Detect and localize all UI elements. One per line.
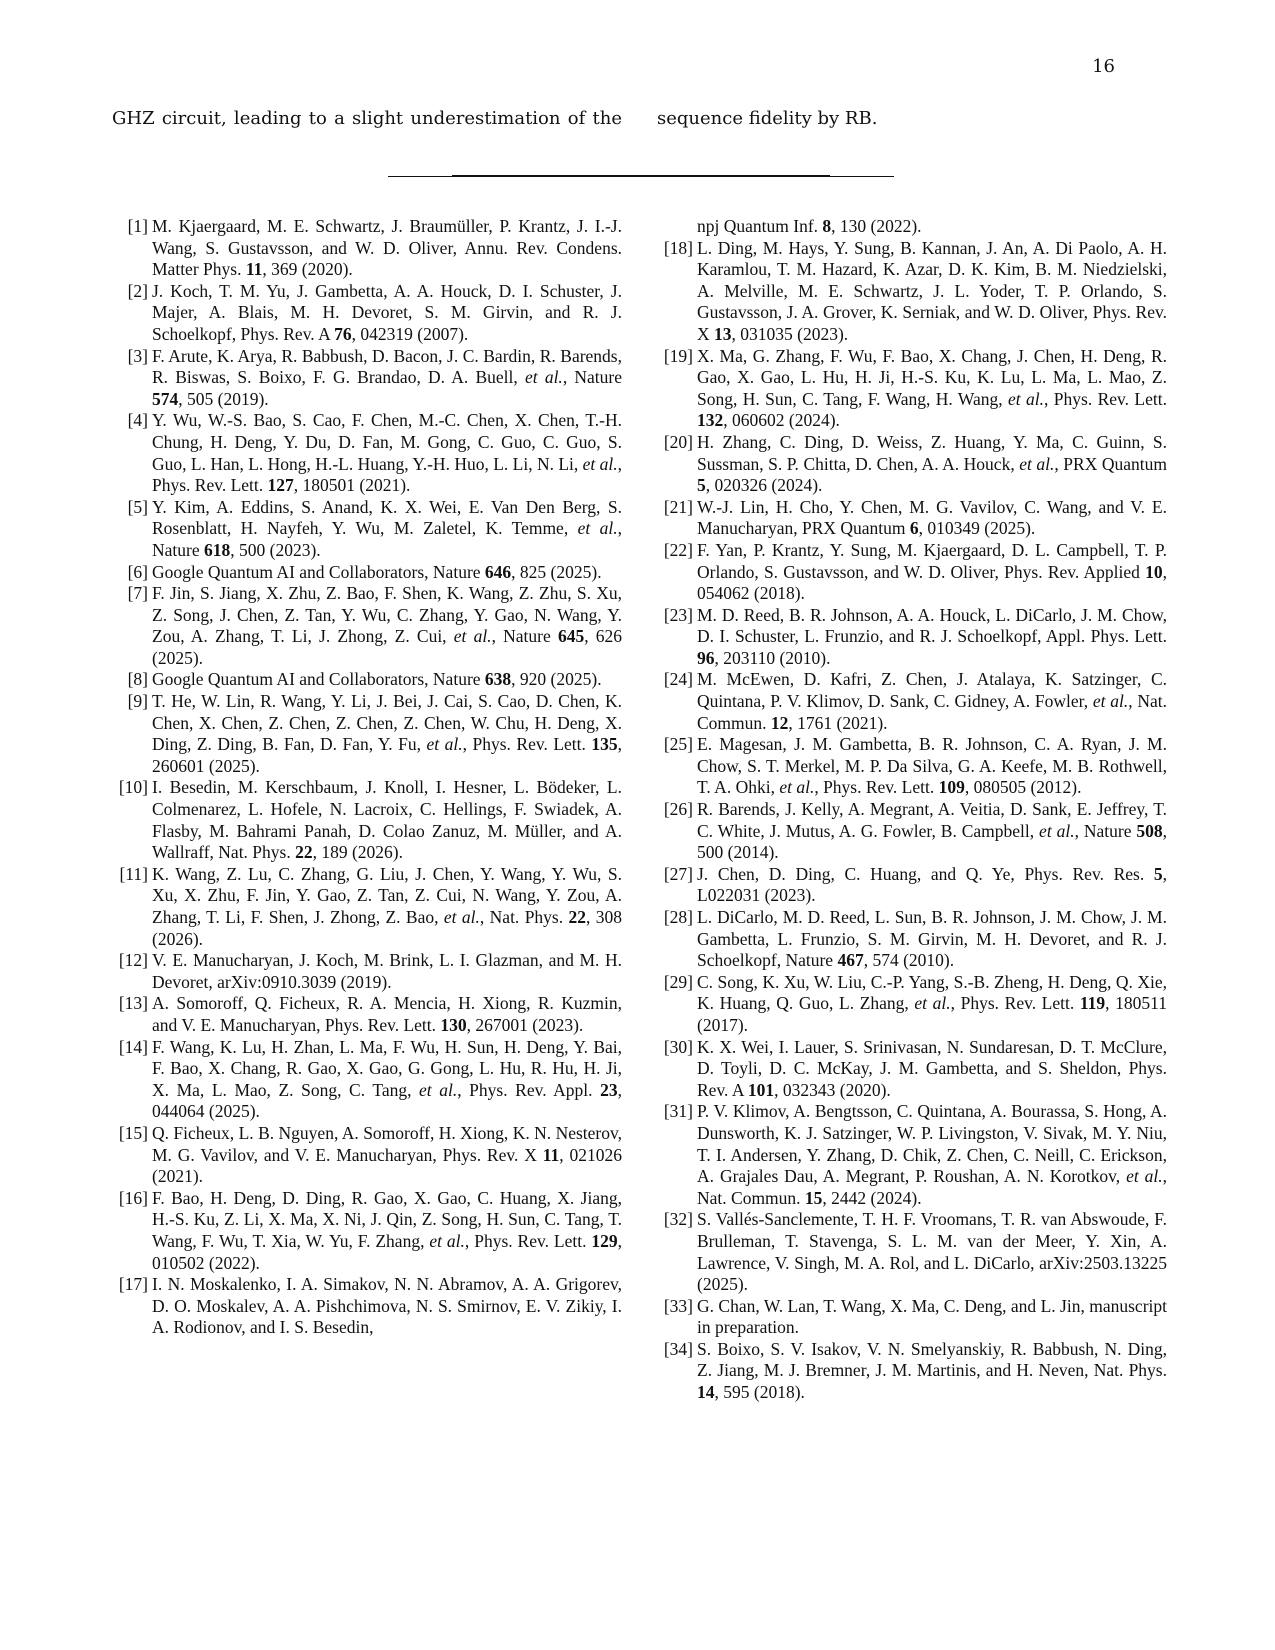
intro-left-line: GHZ circuit, leading to a slight underestimation of the bbox=[112, 108, 622, 129]
reference-text: M. McEwen, D. Kafri, Z. Chen, J. Atalaya, K. Satzinger, C. Quintana, P. V. Klimov, D. Sank, C. Gidney, A. Fowler, et al., Nat. Commun. 12, 1761 (2021). bbox=[697, 669, 1167, 733]
reference-number: [13] bbox=[118, 993, 148, 1014]
reference-number: [12] bbox=[118, 950, 148, 971]
page-number: 16 bbox=[1092, 56, 1115, 77]
reference-text: F. Arute, K. Arya, R. Babbush, D. Bacon, J. C. Bardin, R. Barends, R. Biswas, S. Boixo, F. G. Brandao, D. A. Buell, et al., Nature 574, 505 (2019). bbox=[152, 345, 622, 409]
reference-number: [31] bbox=[663, 1101, 693, 1122]
reference-number: [15] bbox=[118, 1122, 148, 1143]
reference-text: G. Chan, W. Lan, T. Wang, X. Ma, C. Deng, and L. Jin, manuscript in preparation. bbox=[697, 1295, 1167, 1338]
reference-entry bbox=[112, 1274, 622, 1339]
reference-entry bbox=[112, 281, 622, 346]
reference-entry bbox=[657, 864, 1167, 907]
reference-entry bbox=[657, 540, 1167, 605]
reference-entry bbox=[112, 1123, 622, 1188]
reference-entry bbox=[112, 497, 622, 562]
reference-number: [28] bbox=[663, 907, 693, 927]
reference-entry bbox=[657, 799, 1167, 864]
reference-entry bbox=[112, 1188, 622, 1274]
reference-entry bbox=[657, 907, 1167, 972]
reference-entry bbox=[657, 346, 1167, 432]
reference-entry bbox=[112, 691, 622, 777]
reference-text: A. Somoroff, Q. Ficheux, R. A. Mencia, H. Xiong, R. Kuzmin, and V. E. Manucharyan, Phys. Rev. Lett. 130, 267001 (2023). bbox=[152, 993, 622, 1035]
reference-text: Y. Kim, A. Eddins, S. Anand, K. X. Wei, E. Van Den Berg, S. Rosenblatt, H. Nayfeh, Y. Wu, M. Zaletel, K. Temme, et al., Nature 618, 500 (2023). bbox=[152, 496, 622, 560]
reference-number: [17] bbox=[118, 1274, 148, 1295]
reference-number: [14] bbox=[118, 1036, 148, 1057]
reference-text: H. Zhang, C. Ding, D. Weiss, Z. Huang, Y. Ma, C. Guinn, S. Sussman, S. P. Chitta, D. Chen, A. A. Houck, et al., PRX Quantum 5, 020326 (2024). bbox=[697, 431, 1167, 496]
reference-text: M. D. Reed, B. R. Johnson, A. A. Houck, L. DiCarlo, J. M. Chow, D. I. Schuster, L. Frunzio, and R. J. Schoelkopf, Appl. Phys. Lett. 96, 203110 (2010). bbox=[697, 604, 1167, 668]
reference-entry bbox=[657, 1296, 1167, 1339]
reference-number: [20] bbox=[663, 431, 693, 452]
reference-number: [27] bbox=[663, 863, 693, 884]
reference-number: [32] bbox=[663, 1209, 693, 1230]
reference-number: [10] bbox=[118, 777, 148, 798]
reference-entry bbox=[657, 1209, 1167, 1295]
reference-entry bbox=[112, 410, 622, 496]
section-divider-thick bbox=[452, 175, 830, 177]
reference-number: [2] bbox=[127, 280, 148, 301]
reference-entry bbox=[657, 497, 1167, 540]
reference-entry bbox=[112, 346, 622, 411]
reference-entry bbox=[657, 432, 1167, 497]
reference-entry bbox=[112, 993, 622, 1036]
reference-text: M. Kjaergaard, M. E. Schwartz, J. Braumüller, P. Krantz, J. I.-J. Wang, S. Gustavsson, and W. D. Oliver, Annu. Rev. Condens. Matter Phys. 11, 369 (2020). bbox=[152, 216, 622, 280]
reference-number: [6] bbox=[127, 561, 148, 582]
reference-entry bbox=[657, 972, 1167, 1037]
reference-entry bbox=[112, 216, 622, 281]
reference-entry bbox=[657, 1101, 1167, 1209]
reference-entry bbox=[657, 605, 1167, 670]
reference-number: [1] bbox=[127, 216, 148, 236]
reference-text: F. Wang, K. Lu, H. Zhan, L. Ma, F. Wu, H. Sun, H. Deng, Y. Bai, F. Bao, X. Chang, R. Gao, X. Gao, G. Gong, L. Hu, R. Hu, H. Ji, X. Ma, L. Mao, Z. Song, C. Tang, et al., Phys. Rev. Appl. 23, 044064 (2025). bbox=[152, 1036, 622, 1122]
reference-number: [21] bbox=[663, 496, 693, 517]
reference-text: L. DiCarlo, M. D. Reed, L. Sun, B. R. Johnson, J. M. Chow, J. M. Gambetta, L. Frunzio, S. M. Girvin, M. H. Devoret, and R. J. Schoelkopf, Nature 467, 574 (2010). bbox=[697, 907, 1167, 971]
reference-text: Google Quantum AI and Collaborators, Nature 646, 825 (2025). bbox=[152, 561, 602, 582]
reference-number: [33] bbox=[663, 1295, 693, 1316]
intro-right-line: sequence fidelity by RB. bbox=[657, 108, 878, 129]
reference-text: L. Ding, M. Hays, Y. Sung, B. Kannan, J. An, A. Di Paolo, A. H. Karamlou, T. M. Hazard, K. Azar, D. K. Kim, B. M. Niedzielski, A. Melville, M. E. Schwartz, J. L. Yoder, T. P. Orlando, S. Gustavsson, J. A. Grover, K. Serniak, and W. D. Oliver, Phys. Rev. X 13, 031035 (2023). bbox=[697, 237, 1167, 344]
reference-text: I. N. Moskalenko, I. A. Simakov, N. N. Abramov, A. A. Grigorev, D. O. Moskalev, A. A. Pishchimova, N. S. Smirnov, E. V. Zikiy, I. A. Rodionov, and I. S. Besedin, bbox=[152, 1274, 622, 1338]
reference-text: S. Boixo, S. V. Isakov, V. N. Smelyanskiy, R. Babbush, N. Ding, Z. Jiang, M. J. Bremner, J. M. Martinis, and H. Neven, Nat. Phys. 14, 595 (2018). bbox=[697, 1338, 1167, 1403]
references-right-list bbox=[657, 238, 1167, 1404]
reference-entry bbox=[112, 1037, 622, 1123]
reference-number: [25] bbox=[663, 734, 693, 755]
reference-number: [22] bbox=[663, 539, 693, 560]
reference-text: K. X. Wei, I. Lauer, S. Srinivasan, N. Sundaresan, D. T. McClure, D. Toyli, D. C. McKay, J. M. Gambetta, and S. Sheldon, Phys. Rev. A 101, 032343 (2020). bbox=[697, 1036, 1167, 1100]
reference-text: T. He, W. Lin, R. Wang, Y. Li, J. Bei, J. Cai, S. Cao, D. Chen, K. Chen, X. Chen, Z. Chen, Z. Chen, Z. Chen, W. Chu, H. Deng, X. Ding, Z. Ding, B. Fan, D. Fan, Y. Fu, et al., Phys. Rev. Lett. 135, 260601 (2025). bbox=[152, 691, 622, 776]
reference-number: [30] bbox=[663, 1036, 693, 1057]
reference-number: [18] bbox=[663, 237, 693, 258]
reference-entry bbox=[112, 583, 622, 669]
reference-text: Q. Ficheux, L. B. Nguyen, A. Somoroff, H. Xiong, K. N. Nesterov, M. G. Vavilov, and V. E. Manucharyan, Phys. Rev. X 11, 021026 (2021). bbox=[152, 1122, 622, 1187]
reference-entry bbox=[112, 950, 622, 993]
reference-number: [16] bbox=[118, 1187, 148, 1208]
reference-number: [9] bbox=[127, 691, 148, 712]
reference-entry bbox=[657, 734, 1167, 799]
reference-text: P. V. Klimov, A. Bengtsson, C. Quintana, A. Bourassa, S. Hong, A. Dunsworth, K. J. Satzinger, W. P. Livingston, V. Sivak, M. Y. Niu, T. I. Andersen, Y. Zhang, D. Chik, Z. Chen, C. Neill, C. Erickson, A. Grajales Dau, A. Megrant, P. Roushan, A. N. Korotkov, et al., Nat. Commun. 15, 2442 (2024). bbox=[697, 1101, 1167, 1208]
references-right-column bbox=[657, 216, 1167, 1404]
reference-text: K. Wang, Z. Lu, C. Zhang, G. Liu, J. Chen, Y. Wang, Y. Wu, S. Xu, X. Zhu, F. Jin, Y. Gao, Z. Tan, Z. Cui, N. Wang, Y. Zou, A. Zhang, T. Li, F. Shen, J. Zhong, Z. Bao, et al., Nat. Phys. 22, 308 (2026). bbox=[152, 863, 623, 949]
reference-entry bbox=[657, 1037, 1167, 1102]
reference-number: [34] bbox=[663, 1338, 693, 1359]
reference-text: J. Chen, D. Ding, C. Huang, and Q. Ye, Phys. Rev. Res. 5, L022031 (2023). bbox=[697, 863, 1167, 906]
reference-17-continuation: npj Quantum Inf. 8, 130 (2022). bbox=[697, 216, 922, 236]
reference-entry bbox=[112, 777, 622, 863]
reference-number: [23] bbox=[663, 604, 693, 625]
reference-number: [26] bbox=[663, 799, 693, 820]
reference-number: [29] bbox=[663, 971, 693, 992]
reference-text: V. E. Manucharyan, J. Koch, M. Brink, L. I. Glazman, and M. H. Devoret, arXiv:0910.3039 (2019). bbox=[152, 950, 622, 992]
reference-entry bbox=[657, 669, 1167, 734]
reference-number: [24] bbox=[663, 669, 693, 690]
references-left-column bbox=[112, 216, 622, 1339]
reference-number: [5] bbox=[127, 496, 148, 517]
reference-text: I. Besedin, M. Kerschbaum, J. Knoll, I. Hesner, L. Bödeker, L. Colmenarez, L. Hofele, N. Lacroix, C. Hellings, F. Swiadek, A. Flasby, M. Bahrami Panah, D. Colao Zanuz, M. Müller, and A. Wallraff, Nat. Phys. 22, 189 (2026). bbox=[152, 777, 622, 863]
reference-text: F. Yan, P. Krantz, Y. Sung, M. Kjaergaard, D. L. Campbell, T. P. Orlando, S. Gustavsson, and W. D. Oliver, Phys. Rev. Applied 10, 054062 (2018). bbox=[697, 539, 1167, 604]
reference-entry bbox=[112, 864, 622, 950]
reference-entry bbox=[112, 562, 622, 584]
reference-number: [3] bbox=[127, 345, 148, 366]
reference-text: E. Magesan, J. M. Gambetta, B. R. Johnson, C. A. Ryan, J. M. Chow, S. T. Merkel, M. P. Da Silva, G. A. Keefe, M. B. Rothwell, T. A. Ohki, et al., Phys. Rev. Lett. 109, 080505 (2012). bbox=[697, 734, 1167, 798]
reference-text: F. Jin, S. Jiang, X. Zhu, Z. Bao, F. Shen, K. Wang, Z. Zhu, S. Xu, Z. Song, J. Chen, Z. Tan, Y. Wu, C. Zhang, Y. Gao, N. Wang, Y. Zou, A. Zhang, T. Li, J. Zhong, Z. Cui, et al., Nature 645, 626 (2025). bbox=[152, 583, 623, 668]
reference-text: X. Ma, G. Zhang, F. Wu, F. Bao, X. Chang, J. Chen, H. Deng, R. Gao, X. Gao, L. Hu, H. Ji, H.-S. Ku, K. Lu, L. Ma, L. Mao, Z. Song, H. Sun, C. Tang, F. Wang, H. Wang, et al., Phys. Rev. Lett. 132, 060602 (2024). bbox=[697, 345, 1167, 431]
reference-text: R. Barends, J. Kelly, A. Megrant, A. Veitia, D. Sank, E. Jeffrey, T. C. White, J. Mutus, A. G. Fowler, B. Campbell, et al., Nature 508, 500 (2014). bbox=[697, 799, 1167, 863]
reference-text: Y. Wu, W.-S. Bao, S. Cao, F. Chen, M.-C. Chen, X. Chen, T.-H. Chung, H. Deng, Y. Du, D. Fan, M. Gong, C. Guo, C. Guo, S. Guo, L. Han, L. Hong, H.-L. Huang, Y.-H. Huo, L. Li, N. Li, et al., Phys. Rev. Lett. 127, 180501 (2021). bbox=[152, 410, 623, 496]
reference-text: Google Quantum AI and Collaborators, Nature 638, 920 (2025). bbox=[152, 669, 602, 690]
reference-number: [4] bbox=[127, 410, 148, 431]
reference-number: [19] bbox=[663, 345, 693, 366]
reference-number: [8] bbox=[127, 669, 148, 690]
reference-number: [11] bbox=[119, 863, 148, 884]
reference-entry bbox=[112, 669, 622, 691]
reference-number: [7] bbox=[127, 583, 148, 604]
reference-text: S. Vallés-Sanclemente, T. H. F. Vroomans, T. R. van Abswoude, F. Brulleman, T. Stavenga, S. L. M. van der Meer, Y. Xin, A. Lawrence, V. Singh, M. A. Rol, and L. DiCarlo, arXiv:2503.13225 (2025). bbox=[697, 1209, 1167, 1295]
reference-text: C. Song, K. Xu, W. Liu, C.-P. Yang, S.-B. Zheng, H. Deng, Q. Xie, K. Huang, Q. Guo, L. Zhang, et al., Phys. Rev. Lett. 119, 180511 (2017). bbox=[697, 971, 1167, 1035]
reference-text: J. Koch, T. M. Yu, J. Gambetta, A. A. Houck, D. I. Schuster, J. Majer, A. Blais, M. H. Devoret, S. M. Girvin, and R. J. Schoelkopf, Phys. Rev. A 76, 042319 (2007). bbox=[152, 280, 622, 344]
reference-entry bbox=[657, 1339, 1167, 1404]
reference-text: W.-J. Lin, H. Cho, Y. Chen, M. G. Vavilov, C. Wang, and V. E. Manucharyan, PRX Quantum 6, 010349 (2025). bbox=[697, 496, 1167, 539]
reference-entry bbox=[657, 238, 1167, 346]
reference-text: F. Bao, H. Deng, D. Ding, R. Gao, X. Gao, C. Huang, X. Jiang, H.-S. Ku, Z. Li, X. Ma, X. Ni, J. Qin, Z. Song, H. Sun, C. Tang, T. Wang, F. Wu, T. Xia, W. Yu, F. Zhang, et al., Phys. Rev. Lett. 129, 010502 (2022). bbox=[152, 1187, 622, 1273]
